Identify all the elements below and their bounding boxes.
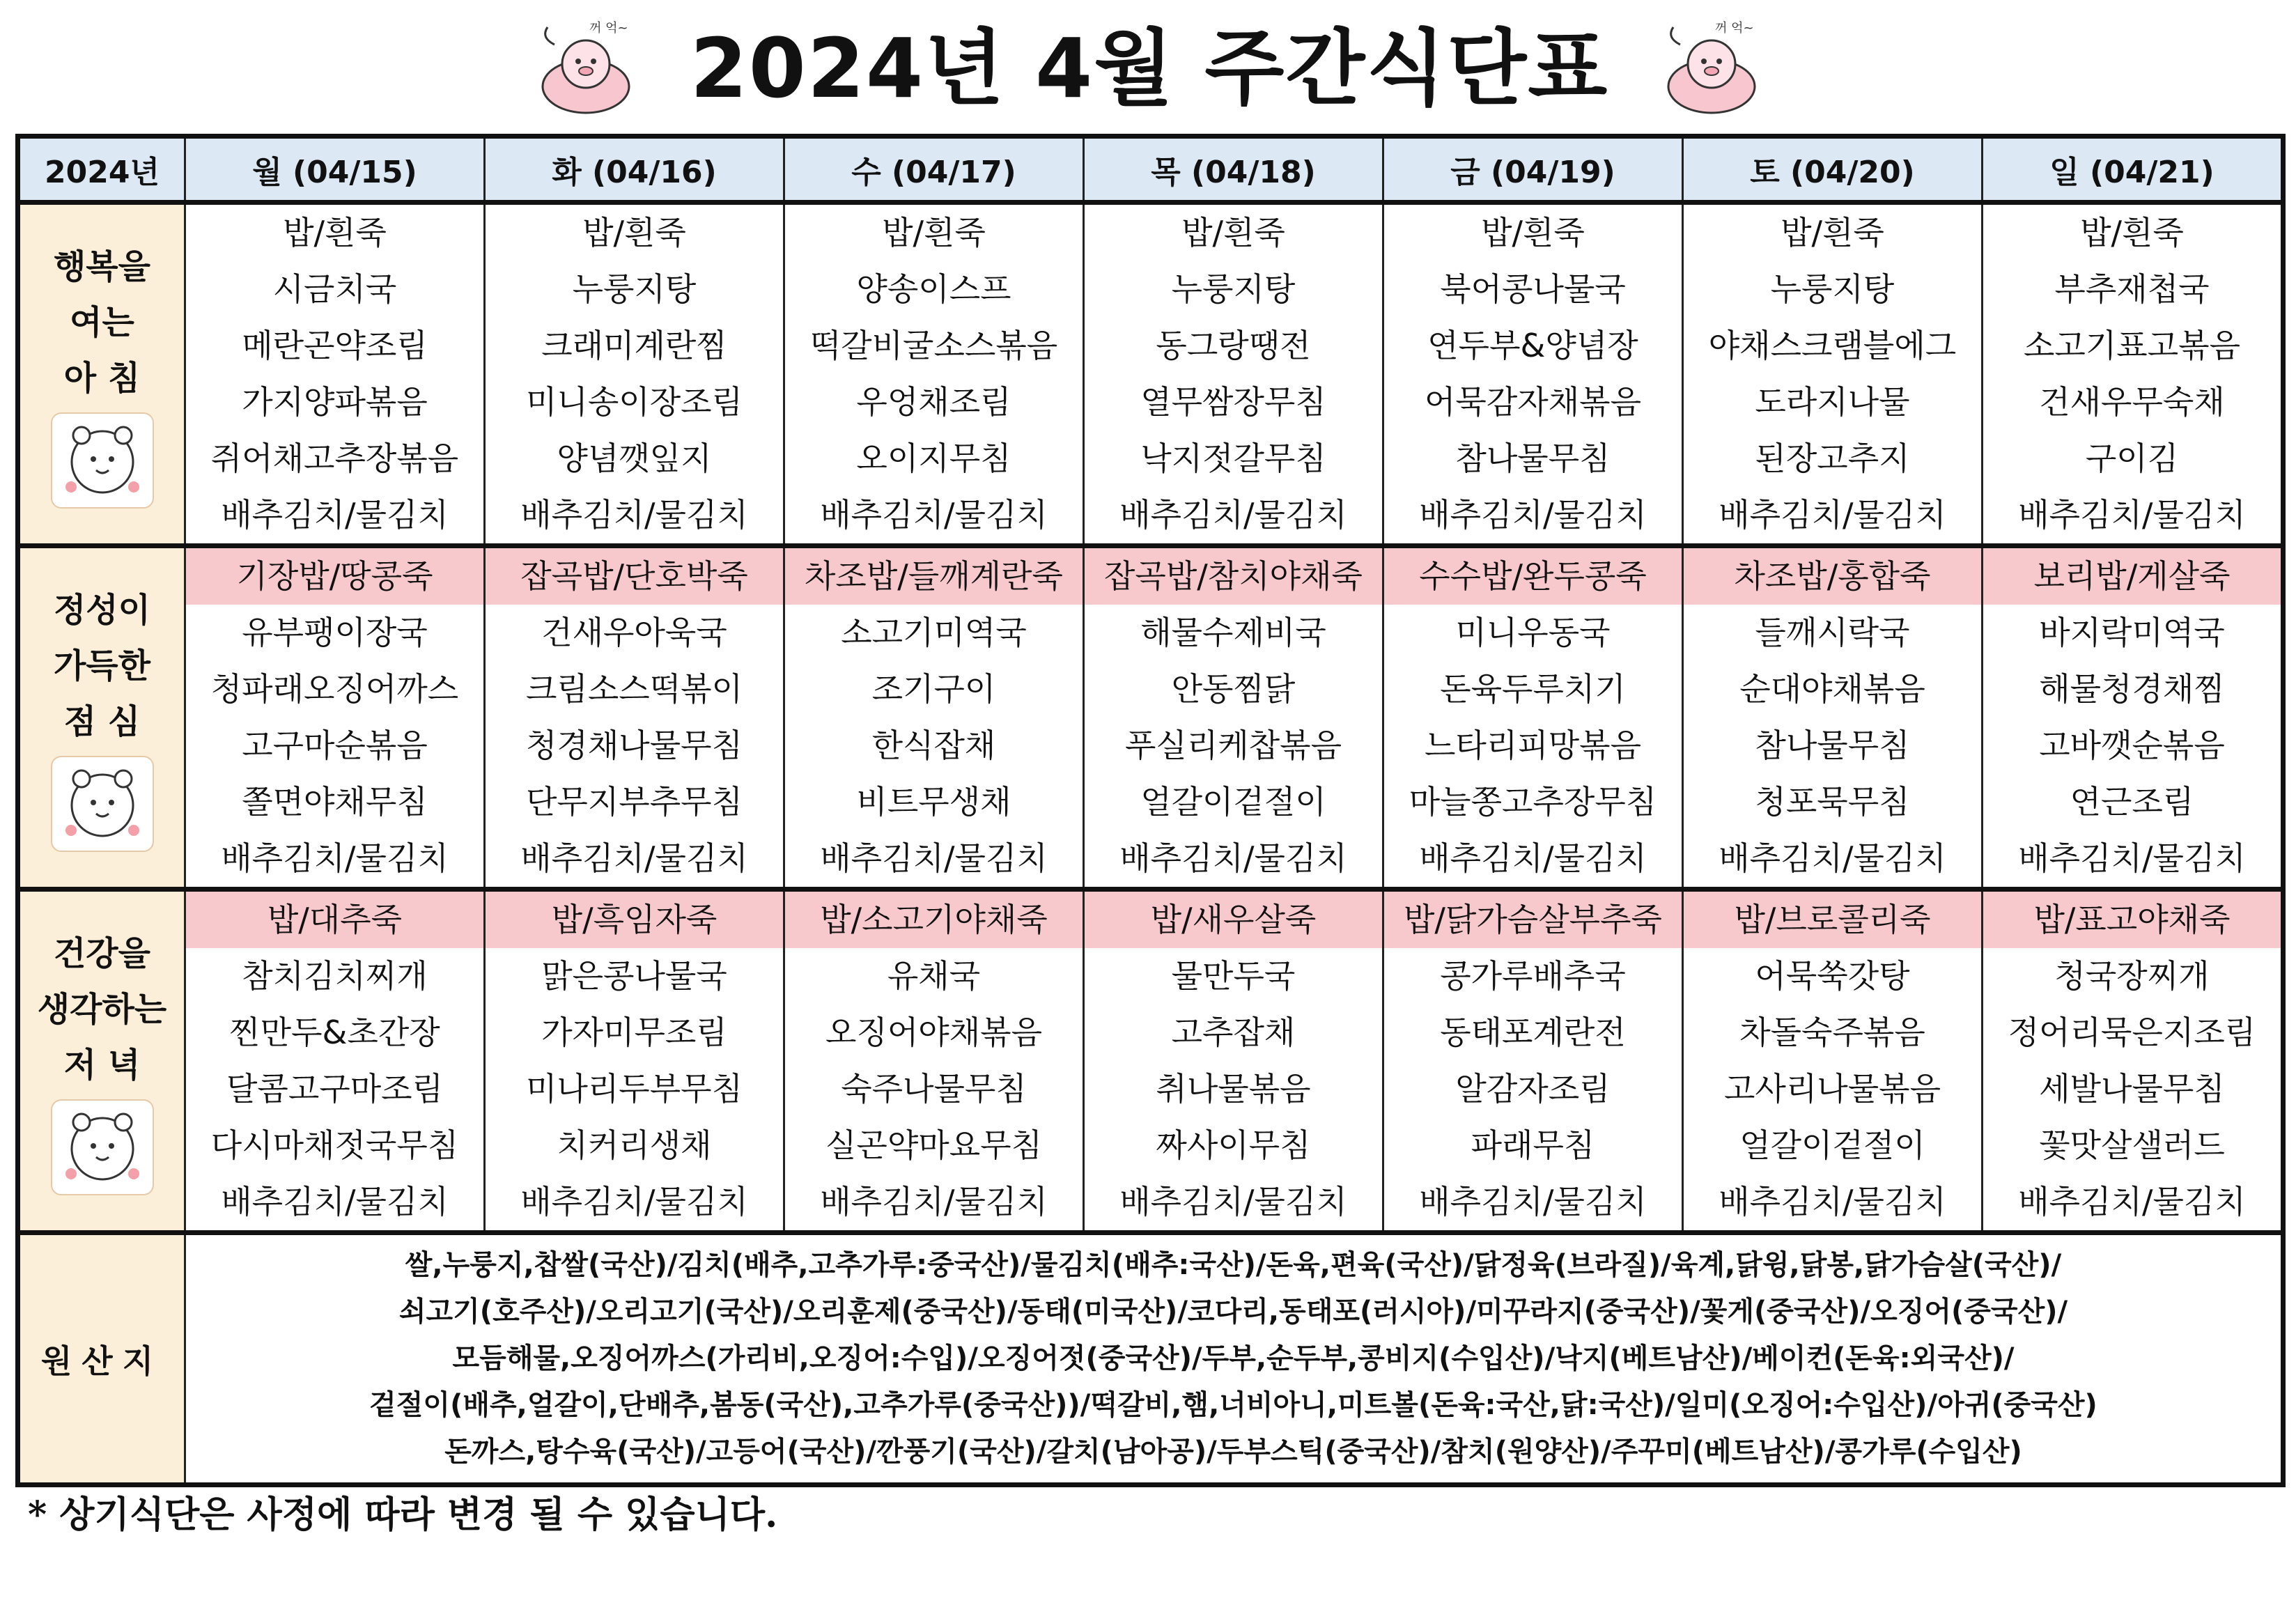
- menu-item: 밥/흰죽: [1781, 214, 1884, 251]
- menu-item: 밥/닭가슴살부추죽: [1382, 892, 1684, 948]
- footnote: * 상기식단은 사정에 따라 변경 될 수 있습니다.: [28, 1494, 778, 1536]
- origin-line: 모듬해물,오징어까스(가리비,오징어:수입)/오징어젓(중국산)/두부,순두부,콩비지(수입산)/낙지(베트남산)/베이컨(돈육:외국산)/: [452, 1342, 2015, 1374]
- menu-item: 배추김치/물김치: [1719, 839, 1946, 877]
- menu-cell-wed: [784, 546, 1084, 890]
- weekly-menu-table: [15, 134, 2286, 1487]
- menu-item: 고추잡채: [1171, 1014, 1296, 1051]
- menu-cell-sun: [1983, 890, 2283, 1233]
- menu-item: 누룽지탕: [1770, 270, 1895, 308]
- menu-item: 미니우동국: [1455, 614, 1611, 651]
- menu-item: 밥/흰죽: [1481, 214, 1585, 251]
- menu-cell-mon: [185, 203, 485, 546]
- menu-cell-mon: [185, 890, 485, 1233]
- menu-item: 찐만두&초간장: [229, 1014, 440, 1051]
- menu-item: 북어콩나물국: [1440, 270, 1626, 308]
- menu-item: 시금치국: [272, 270, 397, 308]
- menu-item: 배추김치/물김치: [2018, 839, 2246, 877]
- menu-cell-fri: [1383, 203, 1683, 546]
- meal-label-line: 저 녁: [63, 1046, 141, 1085]
- menu-item: 배추김치/물김치: [1719, 1183, 1946, 1220]
- menu-item: 떡갈비굴소스볶음: [809, 327, 1058, 364]
- meal-label-line: 아 침: [63, 359, 141, 398]
- bear-mascot-icon: [50, 412, 155, 509]
- menu-item: 비트무생채: [856, 783, 1011, 821]
- menu-item: 배추김치/물김치: [221, 1183, 449, 1220]
- menu-item: 밥/브로콜리죽: [1682, 892, 1983, 948]
- menu-item: 참치김치찌개: [242, 957, 428, 995]
- menu-item: 밥/흰죽: [283, 214, 387, 251]
- title-area: [0, 0, 2296, 130]
- menu-item: 쫄면야채무침: [242, 783, 428, 821]
- menu-item: 동그랑땡전: [1156, 327, 1311, 364]
- menu-item: 밥/흰죽: [1181, 214, 1285, 251]
- mascot-text: 꺼 억~: [1715, 21, 1754, 36]
- menu-item: 우엉채조림: [856, 383, 1011, 421]
- menu-item: 소고기미역국: [841, 614, 1027, 651]
- day-header-mon: 월 (04/15): [185, 137, 485, 203]
- menu-item: 배추김치/물김치: [820, 839, 1048, 877]
- menu-cell-sat: [1683, 203, 1983, 546]
- menu-cell-mon: [185, 546, 485, 890]
- meal-label: [18, 890, 185, 1233]
- menu-item: 참나물무침: [1755, 727, 1910, 764]
- meal-label-line: 생각하는: [37, 990, 167, 1029]
- menu-item: 물만두국: [1171, 957, 1296, 995]
- menu-item: 고바깻순볶음: [2039, 727, 2225, 764]
- menu-item: 차조밥/들깨계란죽: [783, 548, 1085, 605]
- menu-item: 세발나물무침: [2039, 1070, 2225, 1108]
- menu-item: 쥐어채고추장볶음: [210, 440, 459, 477]
- origin-line: 겉절이(배추,얼갈이,단배추,봄동(국산),고추가루(중국산))/떡갈비,햄,너비아니,미트볼(돈육:국산,닭:국산)/일미(오징어:수입산)/아귀(중국산): [369, 1389, 2097, 1421]
- menu-item: 배추김치/물김치: [1719, 496, 1946, 534]
- menu-item: 배추김치/물김치: [1419, 496, 1647, 534]
- menu-item: 꽃맛살샐러드: [2039, 1126, 2225, 1164]
- menu-item: 야채스크램블에그: [1708, 327, 1957, 364]
- menu-item: 달콤고구마조림: [226, 1070, 444, 1108]
- menu-cell-tue: [485, 546, 784, 890]
- menu-item: 연두부&양념장: [1427, 327, 1638, 364]
- menu-item: 오징어야채볶음: [825, 1014, 1043, 1051]
- menu-item: 단무지부추무침: [525, 783, 743, 821]
- menu-item: 도라지나물: [1755, 383, 1910, 421]
- menu-item: 짜사이무침: [1156, 1126, 1311, 1164]
- mascot-text: 꺼 억~: [589, 21, 628, 36]
- origin-info: [185, 1233, 2283, 1485]
- menu-item: 다시마채젓국무침: [210, 1126, 459, 1164]
- menu-item: 오이지무침: [856, 440, 1011, 477]
- menu-item: 정어리묵은지조림: [2008, 1014, 2256, 1051]
- menu-item: 얼갈이겉절이: [1140, 783, 1326, 821]
- origin-line: 돈까스,탕수육(국산)/고등어(국산)/깐풍기(국산)/갈치(남아공)/두부스틱(중국산)/참치(원양산)/주꾸미(베트남산)/콩가루(수입산): [444, 1436, 2022, 1468]
- day-header-thu: 목 (04/18): [1084, 137, 1383, 203]
- menu-item: 배추김치/물김치: [2018, 496, 2246, 534]
- menu-cell-thu: [1084, 890, 1383, 1233]
- menu-item: 해물청경채찜: [2039, 670, 2225, 708]
- menu-item: 구이김: [2085, 440, 2179, 477]
- menu-item: 청경채나물무침: [525, 727, 743, 764]
- menu-item: 밥/흰죽: [882, 214, 986, 251]
- menu-item: 배추김치/물김치: [2018, 1183, 2246, 1220]
- menu-cell-sun: [1983, 203, 2283, 546]
- meal-label-line: 건강을: [53, 934, 151, 973]
- origin-line: 쌀,누룽지,찹쌀(국산)/김치(배추,고추가루:중국산)/물김치(배추:국산)/돈육,편육(국산)/닭정육(브라질)/육계,닭윙,닭봉,닭가슴살(국산)/: [405, 1249, 2062, 1281]
- menu-item: 누룽지탕: [572, 270, 697, 308]
- menu-item: 참나물무침: [1455, 440, 1611, 477]
- menu-item: 청국장찌개: [2054, 957, 2210, 995]
- menu-item: 열무쌈장무침: [1140, 383, 1326, 421]
- menu-item: 배추김치/물김치: [820, 1183, 1048, 1220]
- menu-item: 기장밥/땅콩죽: [184, 548, 486, 605]
- menu-item: 수수밥/완두콩죽: [1382, 548, 1684, 605]
- menu-item: 소고기표고볶음: [2023, 327, 2241, 364]
- menu-item: 밥/흰죽: [582, 214, 686, 251]
- menu-item: 파래무침: [1471, 1126, 1595, 1164]
- menu-item: 한식잡채: [871, 727, 996, 764]
- menu-item: 배추김치/물김치: [820, 496, 1048, 534]
- menu-item: 배추김치/물김치: [1119, 496, 1347, 534]
- menu-item: 크래미계란찜: [541, 327, 727, 364]
- day-header-tue: 화 (04/16): [485, 137, 784, 203]
- menu-item: 맑은콩나물국: [541, 957, 727, 995]
- day-header-sun: 일 (04/21): [1983, 137, 2283, 203]
- menu-item: 동태포계란전: [1440, 1014, 1626, 1051]
- menu-item: 밥/표고야채죽: [1981, 892, 2283, 948]
- meal-label-line: 점 심: [63, 702, 141, 741]
- menu-item: 밥/새우살죽: [1083, 892, 1384, 948]
- meal-label-line: 여는: [70, 303, 134, 342]
- menu-item: 건새우아욱국: [541, 614, 727, 651]
- menu-item: 청포묵무침: [1755, 783, 1910, 821]
- menu-item: 숙주나물무침: [841, 1070, 1027, 1108]
- menu-item: 유채국: [887, 957, 981, 995]
- menu-item: 배추김치/물김치: [1419, 839, 1647, 877]
- menu-item: 푸실리케찹볶음: [1124, 727, 1342, 764]
- meal-row-dinner: [18, 890, 2283, 1233]
- meal-label-line: 행복을: [53, 247, 151, 286]
- bear-mascot-icon: [50, 755, 155, 853]
- menu-item: 밥/대추죽: [184, 892, 486, 948]
- menu-item: 가자미무조림: [541, 1014, 727, 1051]
- menu-item: 된장고추지: [1755, 440, 1910, 477]
- menu-cell-fri: [1383, 890, 1683, 1233]
- origin-label: 원산지: [18, 1233, 185, 1485]
- menu-item: 어묵쑥갓탕: [1755, 957, 1910, 995]
- menu-item: 보리밥/게살죽: [1981, 548, 2283, 605]
- meal-row-lunch: [18, 546, 2283, 890]
- menu-cell-tue: [485, 203, 784, 546]
- menu-item: 배추김치/물김치: [1119, 1183, 1347, 1220]
- menu-item: 부추재첩국: [2054, 270, 2210, 308]
- menu-item: 알감자조림: [1455, 1070, 1611, 1108]
- menu-item: 낙지젓갈무침: [1140, 440, 1326, 477]
- menu-cell-tue: [485, 890, 784, 1233]
- menu-item: 건새우무숙채: [2039, 383, 2225, 421]
- menu-item: 메란곤약조림: [242, 327, 428, 364]
- menu-item: 배추김치/물김치: [520, 839, 748, 877]
- menu-item: 고구마순볶음: [242, 727, 428, 764]
- menu-item: 크림소스떡볶이: [525, 670, 743, 708]
- menu-item: 차돌숙주볶음: [1739, 1014, 1925, 1051]
- menu-item: 안동찜닭: [1171, 670, 1296, 708]
- origin-row: [18, 1233, 2283, 1485]
- bear-mascot-icon: [50, 1099, 155, 1196]
- menu-item: 치커리생채: [557, 1126, 712, 1164]
- menu-item: 배추김치/물김치: [221, 496, 449, 534]
- menu-item: 밥/흰죽: [2080, 214, 2184, 251]
- menu-cell-sun: [1983, 546, 2283, 890]
- menu-item: 마늘쫑고추장무침: [1409, 783, 1657, 821]
- menu-item: 밥/흑임자죽: [483, 892, 785, 948]
- menu-item: 콩가루배추국: [1440, 957, 1626, 995]
- menu-item: 느타리피망볶음: [1424, 727, 1642, 764]
- menu-item: 배추김치/물김치: [1419, 1183, 1647, 1220]
- menu-cell-wed: [784, 203, 1084, 546]
- meal-label-line: 가득한: [53, 646, 151, 685]
- menu-item: 배추김치/물김치: [520, 496, 748, 534]
- menu-item: 미니송이장조림: [525, 383, 743, 421]
- meal-label-line: 정성이: [53, 591, 151, 630]
- day-header-sat: 토 (04/20): [1683, 137, 1983, 203]
- menu-item: 가지양파볶음: [242, 383, 428, 421]
- menu-item: 배추김치/물김치: [520, 1183, 748, 1220]
- menu-item: 어묵감자채볶음: [1424, 383, 1642, 421]
- menu-item: 순대야채볶음: [1739, 670, 1925, 708]
- day-header-fri: 금 (04/19): [1383, 137, 1683, 203]
- menu-item: 돈육두루치기: [1440, 670, 1626, 708]
- menu-item: 바지락미역국: [2039, 614, 2225, 651]
- menu-item: 배추김치/물김치: [1119, 839, 1347, 877]
- menu-item: 실곤약마요무침: [825, 1126, 1043, 1164]
- menu-item: 차조밥/홍합죽: [1682, 548, 1983, 605]
- menu-cell-fri: [1383, 546, 1683, 890]
- menu-item: 미나리두부무침: [525, 1070, 743, 1108]
- menu-item: 얼갈이겉절이: [1739, 1126, 1925, 1164]
- menu-item: 들깨시락국: [1755, 614, 1910, 651]
- header-row: [18, 137, 2283, 203]
- pig-mascot-icon: [1652, 17, 1771, 121]
- year-header: 2024년: [18, 137, 185, 203]
- menu-cell-wed: [784, 890, 1084, 1233]
- menu-item: 유부팽이장국: [242, 614, 428, 651]
- menu-item: 조기구이: [871, 670, 996, 708]
- menu-item: 누룽지탕: [1171, 270, 1296, 308]
- menu-item: 양송이스프: [856, 270, 1011, 308]
- menu-item: 밥/소고기야채죽: [783, 892, 1085, 948]
- menu-item: 연근조림: [2070, 783, 2194, 821]
- menu-item: 양념깻잎지: [557, 440, 712, 477]
- menu-item: 해물수제비국: [1140, 614, 1326, 651]
- page-title: 2024년 4월 주간식단표: [690, 20, 1609, 116]
- menu-item: 잡곡밥/단호박죽: [483, 548, 785, 605]
- menu-cell-sat: [1683, 546, 1983, 890]
- menu-item: 배추김치/물김치: [221, 839, 449, 877]
- menu-item: 취나물볶음: [1156, 1070, 1311, 1108]
- menu-cell-thu: [1084, 203, 1383, 546]
- meal-row-breakfast: [18, 203, 2283, 546]
- menu-item: 청파래오징어까스: [210, 670, 459, 708]
- meal-label: [18, 203, 185, 546]
- origin-line: 쇠고기(호주산)/오리고기(국산)/오리훈제(중국산)/동태(미국산)/코다리,동태포(러시아)/미꾸라지(중국산)/꽃게(중국산)/오징어(중국산)/: [398, 1296, 2068, 1328]
- menu-item: 고사리나물볶음: [1723, 1070, 1941, 1108]
- menu-cell-thu: [1084, 546, 1383, 890]
- menu-cell-sat: [1683, 890, 1983, 1233]
- menu-item: 잡곡밥/참치야채죽: [1083, 548, 1384, 605]
- day-header-wed: 수 (04/17): [784, 137, 1084, 203]
- meal-label: [18, 546, 185, 890]
